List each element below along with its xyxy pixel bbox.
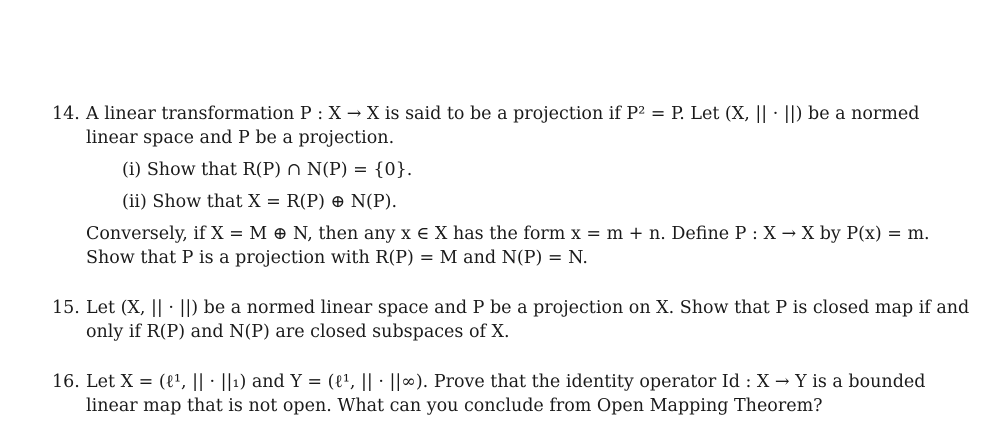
problem-14 <box>52 102 942 270</box>
problem-text-line: A linear transformation P : X → X is said to be a projection if P² = P. Let (X, || · ||) be a normed <box>86 104 920 124</box>
problem-body <box>86 296 970 344</box>
problem-text-line: linear map that is not open. What can you conclude from Open Mapping Theorem? <box>86 396 823 416</box>
problem-text-line: Let X = (ℓ¹, || · ||₁) and Y = (ℓ¹, || · ||∞). Prove that the identity operator Id : X → Y is a bounded <box>86 372 926 392</box>
problem-16 <box>52 370 942 418</box>
problem-number: 16. <box>52 372 80 392</box>
problem-body <box>86 370 942 418</box>
problem-number: 15. <box>52 298 80 318</box>
problem-text-line: only if R(P) and N(P) are closed subspaces of X. <box>86 322 510 342</box>
problem-closing-paragraph <box>86 222 942 270</box>
problem-text-line: Show that P is a projection with R(P) = M and N(P) = N. <box>86 248 588 268</box>
problem-body <box>86 102 942 270</box>
problem-text-line: Let (X, || · ||) be a normed linear space and P be a projection on X. Show that P is closed map if and <box>86 298 970 318</box>
problem-text-line: linear space and P be a projection. <box>86 128 395 148</box>
problem-text-line: Conversely, if X = M ⊕ N, then any x ∈ X has the form x = m + n. Define P : X → X by P(x) = m. <box>86 224 930 244</box>
subproblem-ii: (ii) Show that X = R(P) ⊕ N(P). <box>122 192 398 212</box>
problem-15 <box>52 296 970 344</box>
problem-number: 14. <box>52 104 80 124</box>
subproblem-i: (i) Show that R(P) ∩ N(P) = {0}. <box>122 160 413 180</box>
